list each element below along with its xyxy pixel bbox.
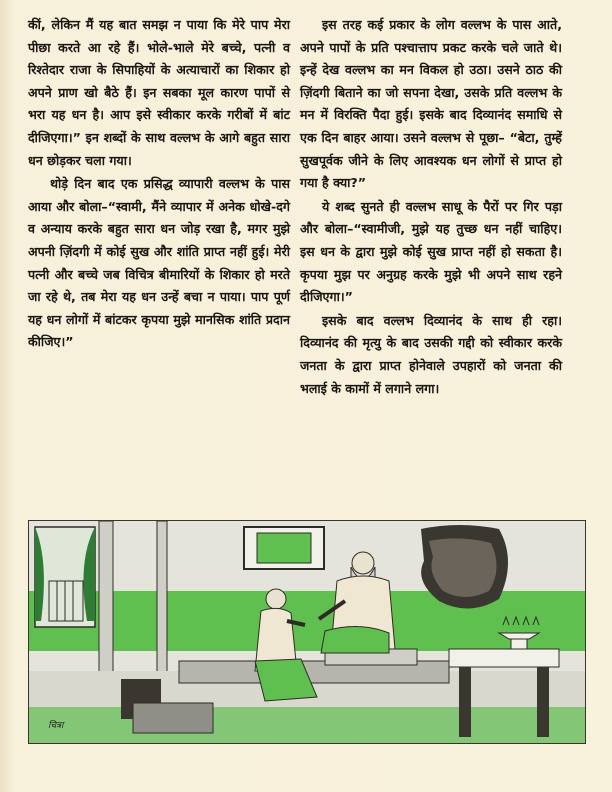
illustration-scene — [29, 521, 585, 743]
window-curtain-icon — [35, 527, 95, 627]
right-text-column — [300, 14, 562, 400]
artist-signature: चित्रा — [48, 721, 64, 731]
right-paragraph-2: ये शब्द सुनते ही वल्लभ साधू के पैरों पर गिर पड़ा और बोला–“स्वामीजी, मुझे यह तुच्छ धन नहीं चाहिए। इस धन के द्वारा मुझे कोई सुख प्राप्त नहीं हो सकता है। कृपया मुझ पर अनुग्रह करके मुझे भी अपने साथ रहने दीजिएगा।” — [300, 198, 562, 305]
framed-picture-icon — [244, 527, 324, 569]
left-paragraph-2: थोड़े दिन बाद एक प्रसिद्ध व्यापारी वल्लभ के पास आया और बोला–“स्वामी, मैंने व्यापार में अनेक धोखे-दगे व अन्याय करके बहुत सारा धन जोड़ रखा है, मगर मुझे अपनी ज़िंदगी में कोई सुख और शांति प्राप्त नहीं हुई। मेरी पत्नी और बच्चे जब विचित्र बीमारियों के शिकार हो मरते जा रहे थे, तब मेरा यह धन उन्हें बचा न पाया। पाप पूर्ण यह धन लोगों में बांटकर कृपया मुझे मानसिक शांति प्रदान कीजिए।” — [28, 176, 290, 350]
left-text-column — [28, 14, 290, 354]
right-paragraph-3: इसके बाद वल्लभ दिव्यानंद के साथ ही रहा। दिव्यानंद की मृत्यु के बाद उसकी गद्दी को स्वीकार करके जनता के द्वारा प्राप्त होनेवाले उपहारों को जनता की भलाई के कामों में लगाने लगा। — [300, 312, 562, 396]
left-paragraph-1: कीं, लेकिन मैं यह बात समझ न पाया कि मेरे पाप मेरा पीछा करते आ रहे हैं। भोले-भाले मेरे बच्चे, पत्नी व रिश्तेदार राजा के सिपाहियों के अत्याचारों का शिकार हो अपने प्राण खो बैठे हैं। इन सबका मूल कारण पापों से भरा यह धन है। आप इसे स्वीकार करके गरीबों में बांट दीजिएगा।” इन शब्दों के साथ वल्लभ के आगे बहुत सारा धन छोड़कर चला गया। — [28, 17, 290, 168]
right-paragraph-1: इस तरह कई प्रकार के लोग वल्लभ के पास आते, अपने पापों के प्रति पश्चात्ताप प्रकट करके चले जाते थे। इन्हें देख वल्लभ का मन विकल हो उठा। उसने ठाठ की ज़िंदगी बिताने का जो सपना देखा, उसके प्रति वल्लभ के मन में विरक्ति पैदा हुई। इसके बाद दिव्यानंद समाधि से एक दिन बाहर आया। उसने वल्लभ से पूछा– “बेटा, तुम्हें सुखपूर्वक जीने के लिए आवश्यक धन लोगों से प्राप्त हो गया है क्या?” — [300, 17, 562, 191]
story-illustration — [28, 520, 586, 744]
